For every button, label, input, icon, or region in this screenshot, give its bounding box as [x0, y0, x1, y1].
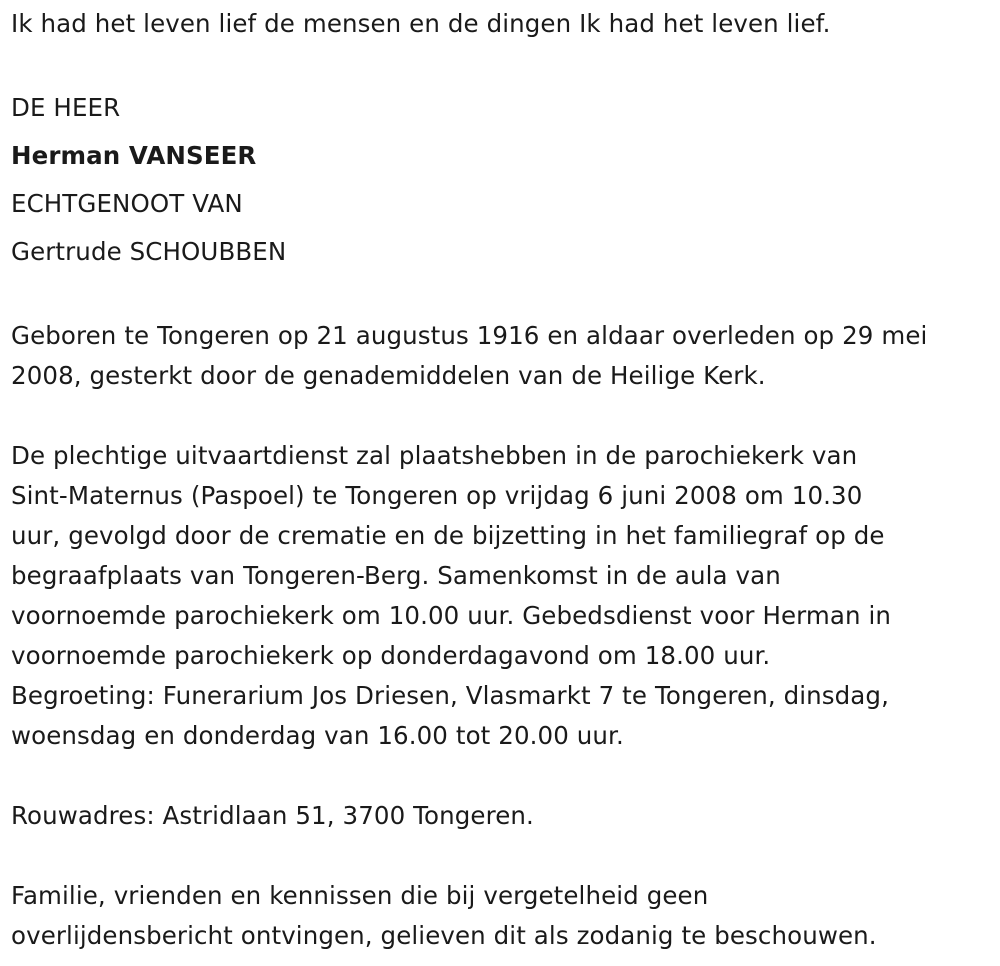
- birth-death-paragraph: [11, 316, 996, 396]
- title-prefix: DE HEER: [11, 93, 121, 122]
- relation-label: ECHTGENOOT VAN: [11, 189, 243, 218]
- obituary-notice: [11, 4, 996, 956]
- birth-death-line: Geboren te Tongeren op 21 augustus 1916 en aldaar overleden op 29 mei: [11, 321, 928, 350]
- service-line: uur, gevolgd door de crematie en de bijzetting in het familiegraf op de: [11, 521, 885, 550]
- closing-paragraph: [11, 876, 996, 956]
- service-line: voornoemde parochiekerk om 10.00 uur. Gebedsdienst voor Herman in: [11, 601, 892, 630]
- service-line: Begroeting: Funerarium Jos Driesen, Vlasmarkt 7 te Tongeren, dinsdag,: [11, 681, 889, 710]
- address-paragraph: [11, 796, 996, 836]
- closing-line: overlijdensbericht ontvingen, gelieven dit als zodanig te beschouwen.: [11, 921, 877, 950]
- name-block: [11, 84, 996, 276]
- service-paragraph: [11, 436, 996, 756]
- service-line: woensdag en donderdag van 16.00 tot 20.00 uur.: [11, 721, 624, 750]
- service-line: begraafplaats van Tongeren-Berg. Samenkomst in de aula van: [11, 561, 781, 590]
- spouse-name: Gertrude SCHOUBBEN: [11, 237, 287, 266]
- birth-death-line: 2008, gesterkt door de genademiddelen van de Heilige Kerk.: [11, 361, 766, 390]
- motto: Ik had het leven lief de mensen en de dingen Ik had het leven lief.: [11, 9, 831, 38]
- service-line: De plechtige uitvaartdienst zal plaatshebben in de parochiekerk van: [11, 441, 858, 470]
- service-line: voornoemde parochiekerk op donderdagavond om 18.00 uur.: [11, 641, 771, 670]
- service-line: Sint-Maternus (Paspoel) te Tongeren op vrijdag 6 juni 2008 om 10.30: [11, 481, 863, 510]
- closing-line: Familie, vrienden en kennissen die bij vergetelheid geen: [11, 881, 709, 910]
- deceased-name: Herman VANSEER: [11, 141, 257, 170]
- mourning-address: Rouwadres: Astridlaan 51, 3700 Tongeren.: [11, 801, 534, 830]
